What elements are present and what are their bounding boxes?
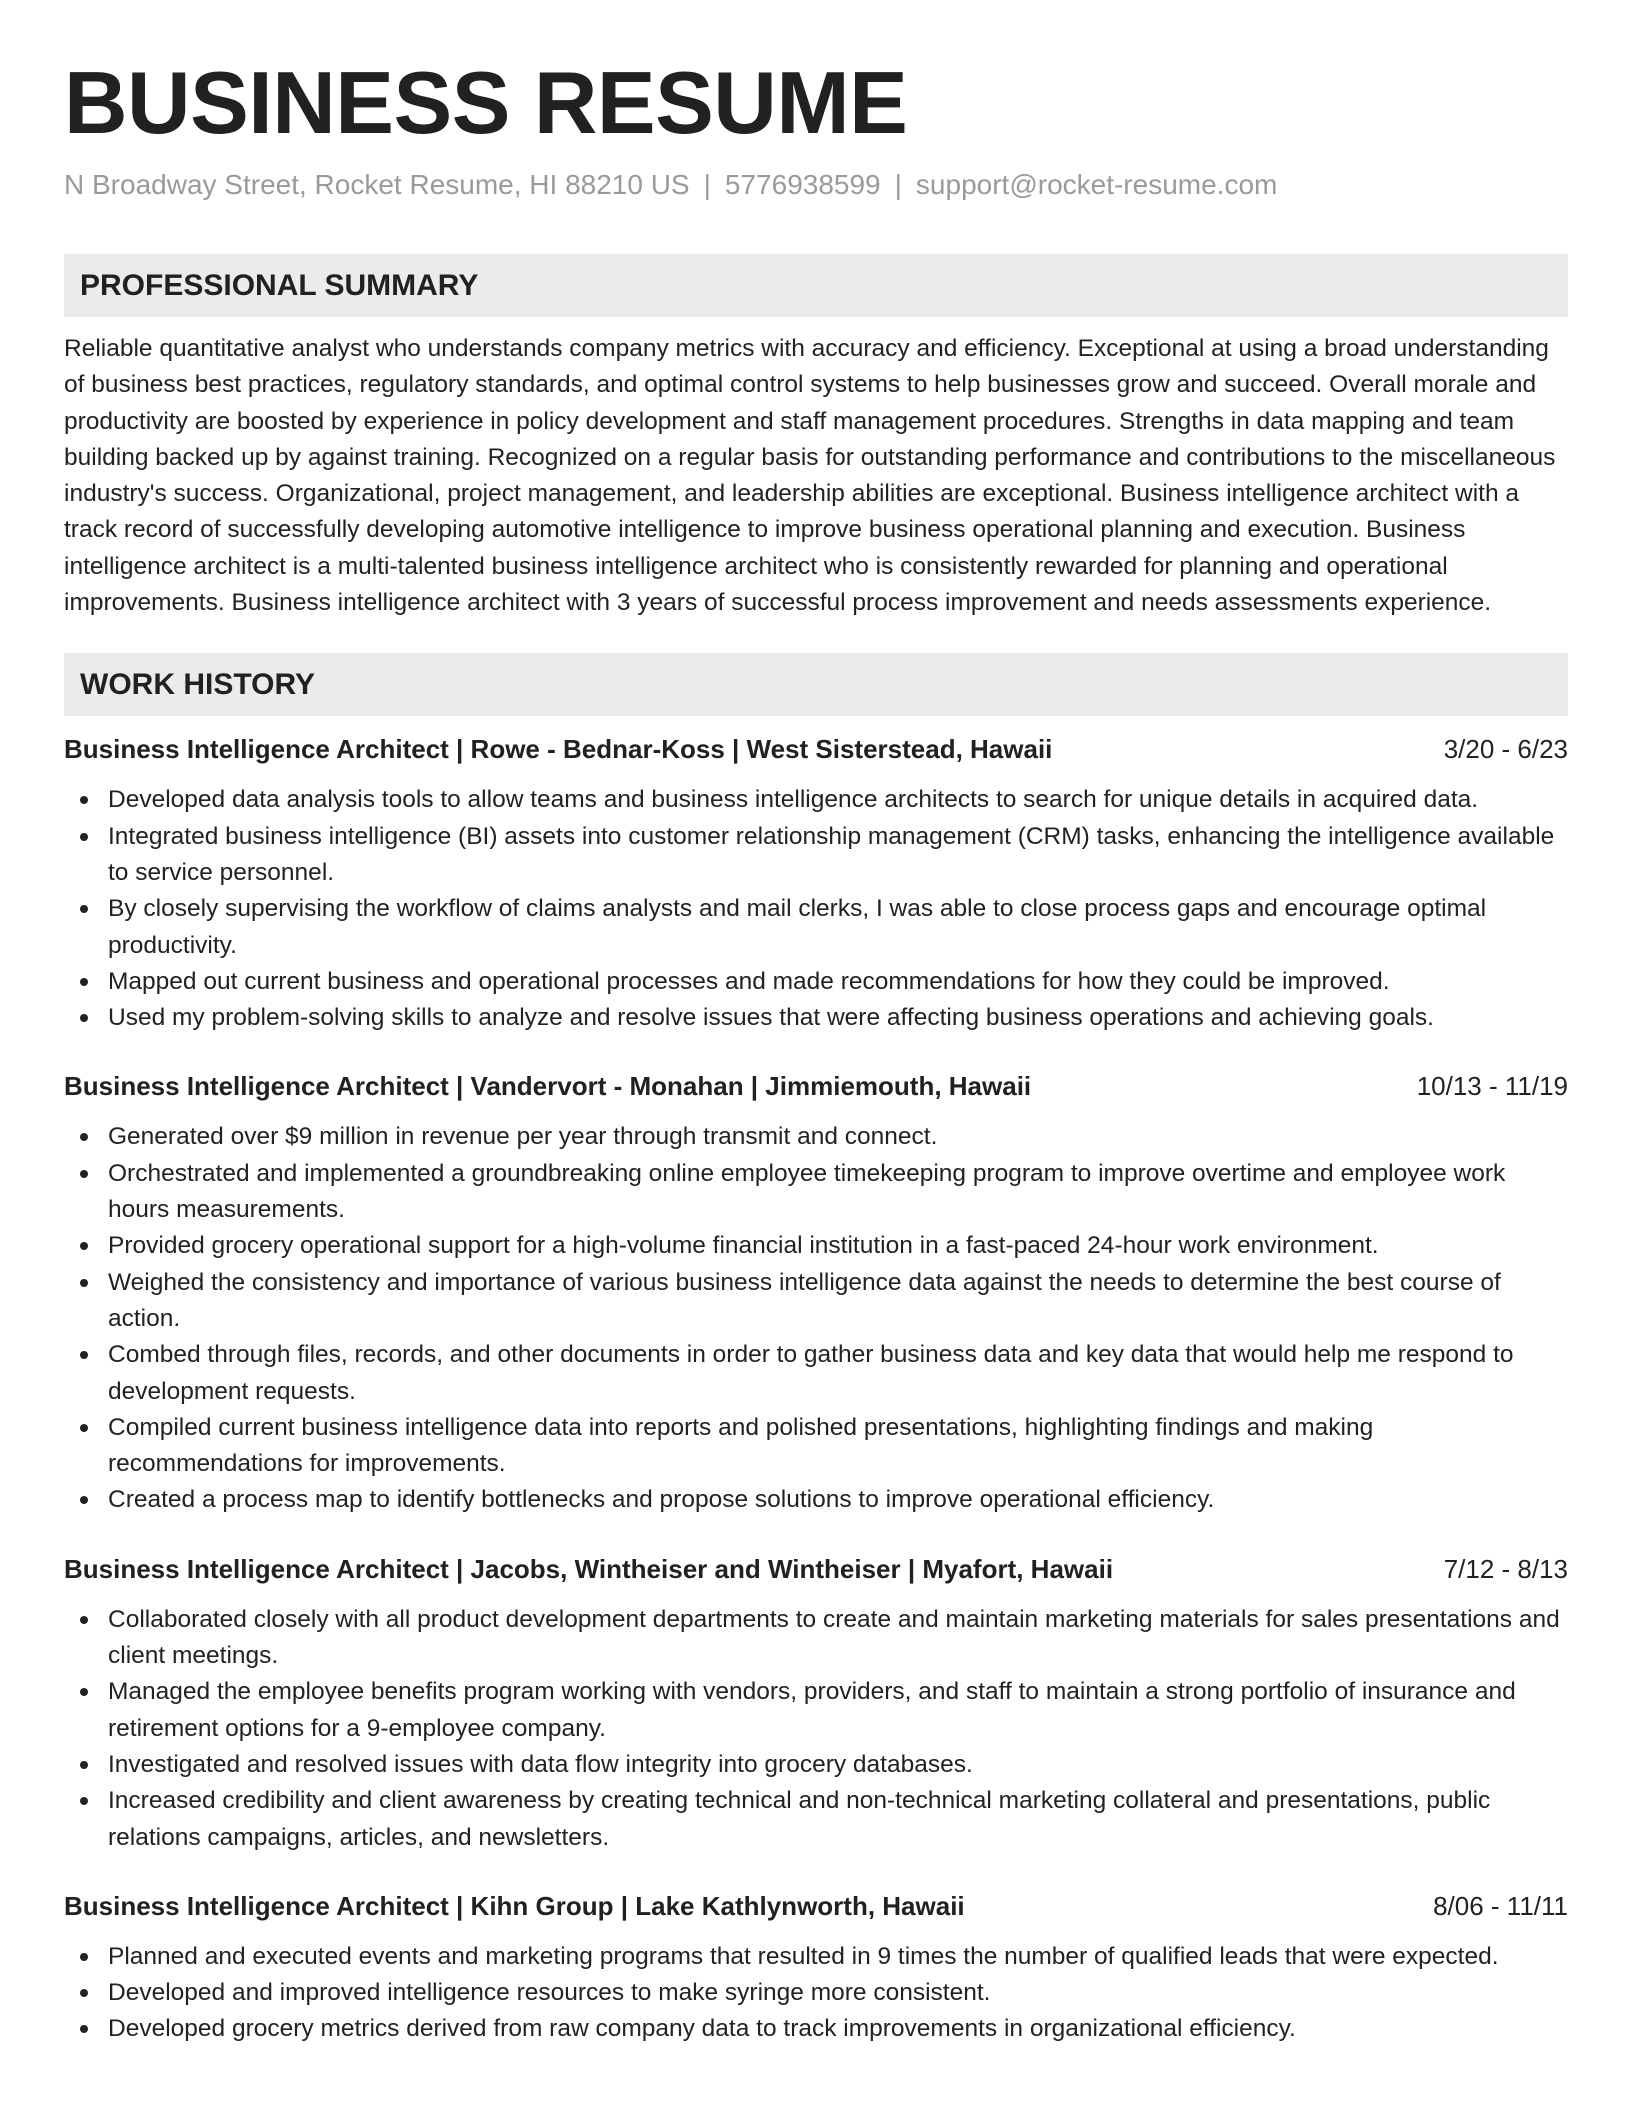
resume-title: BUSINESS RESUME: [64, 53, 908, 152]
job-header: [64, 1070, 1568, 1102]
job-entry: [64, 733, 1568, 1036]
bullet-text: Used my problem-solving skills to analyze and resolve issues that were affecting business operations and achieving goals.: [108, 1004, 1434, 1032]
bullet-dot-icon: [80, 796, 88, 804]
job-entry: [64, 1553, 1568, 1856]
bullet-item: [64, 1119, 1568, 1155]
bullet-dot-icon: [80, 978, 88, 986]
job-dates: 8/06 - 11/11: [1433, 1890, 1568, 1921]
bullet-item: [64, 1482, 1568, 1518]
bullet-item: [64, 1337, 1568, 1410]
bullet-item: [64, 2011, 1568, 2047]
bullet-text: Increased credibility and client awareness by creating technical and non-technical marketing collateral and presentations, public relations campaigns, articles, and newsletters.: [108, 1787, 1491, 1851]
bullet-dot-icon: [80, 1616, 88, 1624]
bullet-dot-icon: [80, 1688, 88, 1696]
bullet-dot-icon: [80, 1797, 88, 1805]
job-header: [64, 1553, 1568, 1585]
job-bullets: [64, 1119, 1568, 1518]
bullet-item: [64, 1674, 1568, 1747]
job-bullets: [64, 1602, 1568, 1856]
bullet-item: [64, 819, 1568, 892]
bullet-text: Orchestrated and implemented a groundbreaking online employee timekeeping program to improve overtime and employee work hours measurements.: [108, 1159, 1506, 1224]
bullet-text: Developed data analysis tools to allow teams and business intelligence architects to search for unique details in acquired data.: [108, 786, 1479, 814]
bullet-text: Developed grocery metrics derived from raw company data to track improvements in organizational efficiency.: [108, 2015, 1296, 2043]
bullet-item: [64, 891, 1568, 964]
bullet-dot-icon: [80, 1351, 88, 1359]
contact-phone: 5776938599: [724, 169, 881, 200]
contact-address: N Broadway Street, Rocket Resume, HI 88210 US: [64, 169, 690, 200]
bullet-dot-icon: [80, 833, 88, 841]
bullet-dot-icon: [80, 1761, 88, 1769]
bullet-item: [64, 1000, 1568, 1036]
bullet-dot-icon: [80, 1242, 88, 1250]
job-title: Business Intelligence Architect | Vandervort - Monahan | Jimmiemouth, Hawaii: [64, 1071, 1032, 1102]
section-heading-work-history: WORK HISTORY: [64, 653, 1568, 716]
bullet-item: [64, 1939, 1568, 1975]
job-dates: 7/12 - 8/13: [1443, 1553, 1568, 1584]
bullet-dot-icon: [80, 1014, 88, 1022]
job-dates: 10/13 - 11/19: [1416, 1071, 1568, 1102]
bullet-text: Mapped out current business and operational processes and made recommendations for how they could be improved.: [108, 967, 1390, 995]
bullet-text: Weighed the consistency and importance of various business intelligence data against the needs to determine the best course of action.: [108, 1268, 1501, 1332]
bullet-text: Investigated and resolved issues with data flow integrity into grocery databases.: [108, 1750, 973, 1778]
bullet-dot-icon: [80, 1170, 88, 1178]
bullet-item: [64, 1228, 1568, 1264]
bullet-dot-icon: [80, 1279, 88, 1287]
job-bullets: [64, 782, 1568, 1036]
bullet-text: Combed through files, records, and other documents in order to gather business data and key data that would help me respond to development requests.: [108, 1341, 1514, 1405]
bullet-text: Managed the employee benefits program working with vendors, providers, and staff to maintain a strong portfolio of insurance and retirement options for a 9-employee company.: [108, 1678, 1516, 1742]
job-title: Business Intelligence Architect | Jacobs, Wintheiser and Wintheiser | Myafort, Hawaii: [64, 1553, 1114, 1584]
bullet-dot-icon: [80, 1424, 88, 1432]
bullet-item: [64, 1265, 1568, 1338]
bullet-dot-icon: [80, 1953, 88, 1961]
section-heading-summary: PROFESSIONAL SUMMARY: [64, 254, 1568, 317]
bullet-item: [64, 1783, 1568, 1856]
job-header: [64, 1890, 1568, 1922]
contact-separator: |: [894, 169, 902, 200]
job-title: Business Intelligence Architect | Kihn Group | Lake Kathlynworth, Hawaii: [64, 1890, 965, 1921]
bullet-text: Collaborated closely with all product development departments to create and maintain marketing materials for sales presentations and client meetings.: [108, 1605, 1560, 1670]
work-history-list: [64, 733, 1568, 2047]
bullet-text: Developed and improved intelligence resources to make syringe more consistent.: [108, 1979, 991, 2007]
bullet-text: Compiled current business intelligence data into reports and polished presentations, highlighting findings and making recommendations for improvements.: [108, 1413, 1374, 1478]
bullet-text: Created a process map to identify bottlenecks and propose solutions to improve operational efficiency.: [108, 1486, 1215, 1514]
bullet-item: [64, 1747, 1568, 1783]
job-dates: 3/20 - 6/23: [1443, 734, 1568, 765]
bullet-item: [64, 964, 1568, 1000]
contact-separator: |: [703, 169, 711, 200]
bullet-dot-icon: [80, 1496, 88, 1504]
bullet-item: [64, 1156, 1568, 1229]
bullet-text: Provided grocery operational support for a high-volume financial institution in a fast-paced 24-hour work environment.: [108, 1232, 1379, 1260]
job-title: Business Intelligence Architect | Rowe - Bednar-Koss | West Sisterstead, Hawaii: [64, 734, 1053, 765]
contact-email: support@rocket-resume.com: [915, 169, 1278, 200]
bullet-item: [64, 1602, 1568, 1675]
bullet-item: [64, 1410, 1568, 1483]
bullet-dot-icon: [80, 2025, 88, 2033]
bullet-dot-icon: [80, 1133, 88, 1141]
summary-text: Reliable quantitative analyst who understands company metrics with accuracy and efficiency. Exceptional at using a broad understanding of business best practices, regulatory standards, and optimal control systems to help businesses grow and succeed. Overall morale and productivity are boosted by experience in policy development and staff management procedures. Strengths in data mapping and team building backed up by against training. Recognized on a regular basis for outstanding performance and contributions to the miscellaneous industry's success. Organizational, project management, and leadership abilities are exceptional. Business intelligence architect with a track record of successfully developing automotive intelligence to improve business operational planning and execution. Business intelligence architect is a multi-talented business intelligence architect who is consistently rewarded for planning and operational improvements. Business intelligence architect with 3 years of successful process improvement and needs assessments experience.: [64, 335, 1556, 617]
bullet-item: [64, 782, 1568, 818]
job-header: [64, 733, 1568, 765]
bullet-text: Generated over $9 million in revenue per year through transmit and connect.: [108, 1123, 938, 1151]
bullet-dot-icon: [80, 905, 88, 913]
bullet-text: By closely supervising the workflow of claims analysts and mail clerks, I was able to close process gaps and encourage optimal productivity.: [108, 895, 1487, 959]
job-entry: [64, 1890, 1568, 2048]
bullet-item: [64, 1975, 1568, 2011]
bullet-dot-icon: [80, 1989, 88, 1997]
contact-line: [64, 168, 1568, 202]
job-entry: [64, 1070, 1568, 1518]
job-bullets: [64, 1939, 1568, 2048]
bullet-text: Planned and executed events and marketing programs that resulted in 9 times the number of qualified leads that were expected.: [108, 1942, 1499, 1970]
bullet-text: Integrated business intelligence (BI) assets into customer relationship management (CRM) tasks, enhancing the intelligence available to service personnel.: [108, 822, 1555, 886]
